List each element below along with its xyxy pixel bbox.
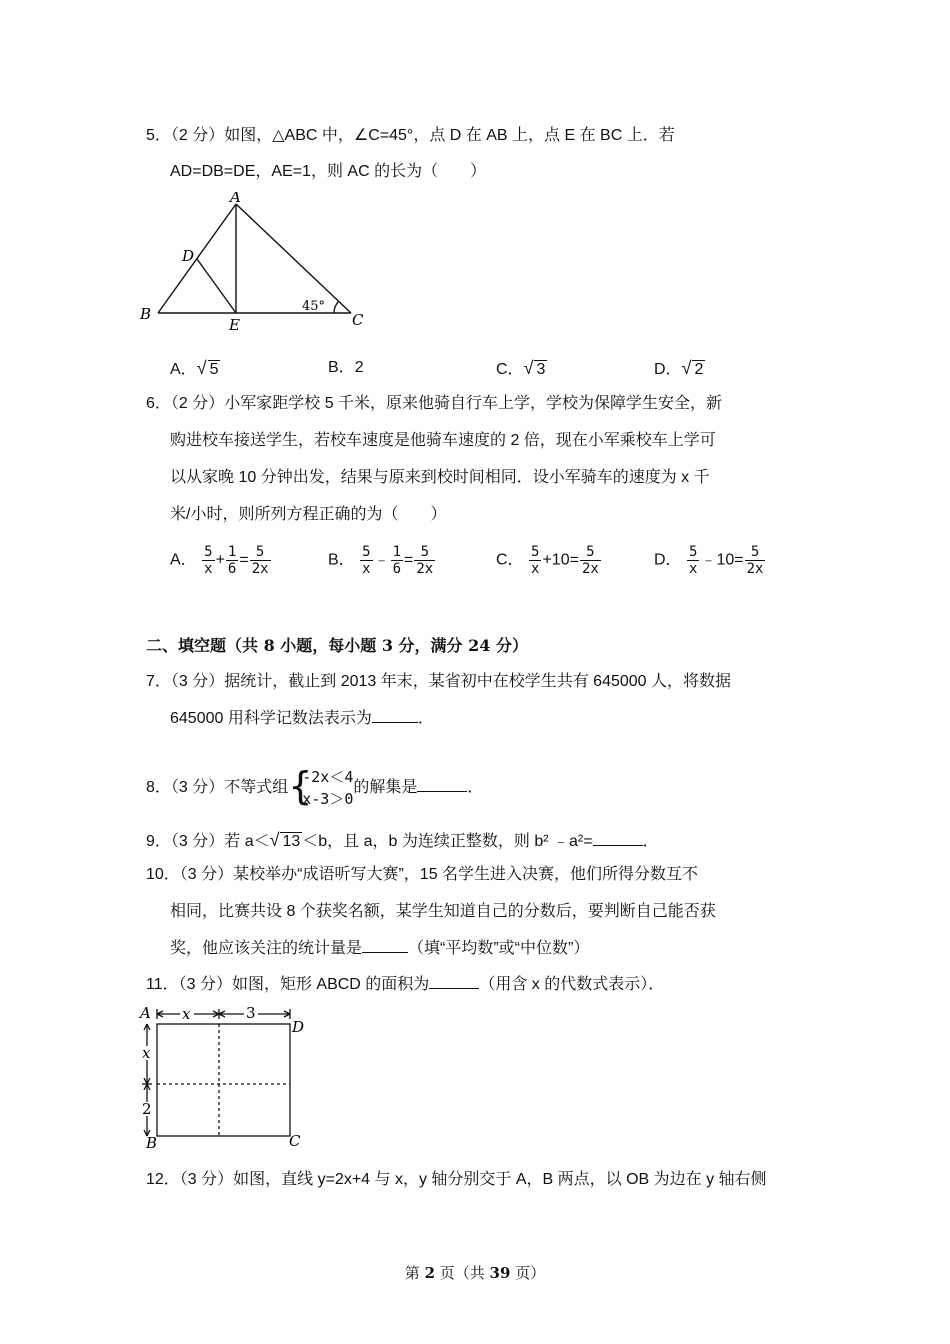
fraction: $\frac{5}{2x}$ xyxy=(416,544,434,577)
segment-ac xyxy=(236,204,351,313)
q5-option-c[interactable]: C．√ 3 xyxy=(496,358,546,378)
q6-line4: 米/小时，则所列方程正确的为（ ） xyxy=(170,506,447,523)
page-total: 39 xyxy=(489,1264,511,1282)
q5-option-b[interactable] xyxy=(328,356,364,380)
radicand: 13 xyxy=(282,833,301,850)
q10-line3: 奖，他应该关注的统计量是 （填“平均数”或“中位数”） xyxy=(170,940,590,957)
q6-line1: 6．（2 分）小军家距学校 5 千米，原来他骑自行车上学，学校为保障学生安全，新 xyxy=(146,395,723,412)
label-c: C xyxy=(352,311,364,329)
q5-line1: 5．（2 分）如图，△ABC 中，∠C=45°，点 D 在 AB 上，点 E 在 BC 上．若 xyxy=(146,127,675,144)
q6-line3: 以从家晚 10 分钟出发，结果与原来到校时间相同．设小军骑车的速度为 x 千 xyxy=(170,469,710,486)
inequality-system: { -2x＜4 x-3＞0 xyxy=(288,764,354,808)
option-letter: D． xyxy=(654,361,682,378)
label-a: A xyxy=(230,192,241,206)
label-left-x: x xyxy=(142,1044,151,1062)
q6-option-b[interactable]: B． $\frac{5}{x}$ ﹣ $\frac{1}{6}$ = $\frac{5}{2x}$ xyxy=(328,544,434,577)
q6-option-d[interactable]: D． $\frac{5}{x}$ ﹣10= $\frac{5}{2x}$ xyxy=(654,544,764,577)
fraction: $\frac{1}{6}$ xyxy=(392,544,402,577)
fraction: $\frac{5}{2x}$ xyxy=(746,544,764,577)
answer-blank[interactable] xyxy=(429,974,479,989)
label-top-3: 3 xyxy=(246,1004,256,1022)
rectangle-abcd xyxy=(157,1024,290,1136)
fraction: $\frac{5}{x}$ xyxy=(531,544,540,577)
fraction: $\frac{5}{x}$ xyxy=(362,544,371,577)
q6-line2: 购进校车接送学生，若校车速度是他骑车速度的 2 倍，现在小军乘校车上学可 xyxy=(170,432,716,449)
q7-line2: 645000 用科学记数法表示为 ． xyxy=(170,710,434,727)
q5-line2: AD=DB=DE，AE=1，则 AC 的长为（ ） xyxy=(170,163,487,180)
option-letter: B． xyxy=(328,359,355,376)
option-value: 2 xyxy=(354,359,364,376)
fraction: $\frac{5}{2x}$ xyxy=(581,544,599,577)
option-letter: D． xyxy=(654,551,682,569)
label-c: C xyxy=(289,1132,301,1150)
q12-line1: 12．（3 分）如图，直线 y=2x+4 与 x，y 轴分别交于 A，B 两点，以 OB 为边在 y 轴右侧 xyxy=(146,1171,767,1188)
option-letter: C． xyxy=(496,551,524,569)
q5-option-d[interactable]: D．√ 2 xyxy=(654,358,704,378)
q7-line1: 7．（3 分）据统计，截止到 2013 年末，某省初中在校学生共有 645000 人，将数据 xyxy=(146,673,732,690)
fraction: $\frac{5}{x}$ xyxy=(204,544,213,577)
fraction: $\frac{1}{6}$ xyxy=(227,544,237,577)
radicand: 5 xyxy=(209,361,219,378)
label-d: D xyxy=(182,247,195,265)
radicand: 3 xyxy=(536,361,546,378)
page-footer: 第 2 页（共 39 页） xyxy=(404,1264,546,1282)
option-letter: A． xyxy=(170,551,197,569)
label-angle: 45° xyxy=(302,299,326,314)
label-left-2: 2 xyxy=(142,1100,152,1118)
q5-option-a[interactable]: A．√ 5 xyxy=(170,358,219,378)
page-number: 2 xyxy=(424,1264,435,1282)
option-letter: A． xyxy=(170,361,197,378)
answer-blank[interactable] xyxy=(417,777,467,792)
fraction: $\frac{5}{2x}$ xyxy=(251,544,269,577)
q8-line: 8．（3 分）不等式组 { -2x＜4 x-3＞0 的解集是 ． xyxy=(146,764,484,808)
q9-line: 9．（3 分）若 a＜√ 13 ＜b，且 a，b 为连续正整数，则 b² ﹣a²= ． xyxy=(146,830,659,850)
answer-blank[interactable] xyxy=(593,831,643,846)
label-d: D xyxy=(292,1018,305,1036)
q10-line1: 10．（3 分）某校举办“成语听写大赛”，15 名学生进入决赛，他们所得分数互不 xyxy=(146,866,699,883)
radicand: 2 xyxy=(694,361,704,378)
section-title: 二、填空题（共 8 小题，每小题 3 分，满分 24 分） xyxy=(146,636,528,655)
label-e: E xyxy=(229,316,240,332)
option-letter: B． xyxy=(328,551,355,569)
q10-line2: 相同，比赛共设 8 个获奖名额，某学生知道自己的分数后，要判断自己能否获 xyxy=(170,903,716,920)
option-letter: C． xyxy=(496,361,524,378)
fraction: $\frac{5}{x}$ xyxy=(689,544,698,577)
segment-de xyxy=(197,259,236,313)
q11-rectangle-figure xyxy=(136,1004,316,1150)
answer-blank[interactable] xyxy=(362,938,408,953)
label-a: A xyxy=(140,1004,151,1022)
q5-triangle-figure xyxy=(136,192,376,332)
q11-line: 11．（3 分）如图，矩形 ABCD 的面积为 （用含 x 的代数式表示）． xyxy=(146,976,665,993)
q6-option-a[interactable]: A． $\frac{5}{x}$ + $\frac{1}{6}$ = $\frac{5}{2x}$ xyxy=(170,544,269,577)
label-b: B xyxy=(146,1134,158,1150)
label-b: B xyxy=(140,305,152,323)
angle-c-arc xyxy=(334,301,339,313)
label-top-x: x xyxy=(182,1005,191,1023)
answer-blank[interactable] xyxy=(372,708,418,723)
q6-option-c[interactable]: C． $\frac{5}{x}$ +10= $\frac{5}{2x}$ xyxy=(496,544,599,577)
